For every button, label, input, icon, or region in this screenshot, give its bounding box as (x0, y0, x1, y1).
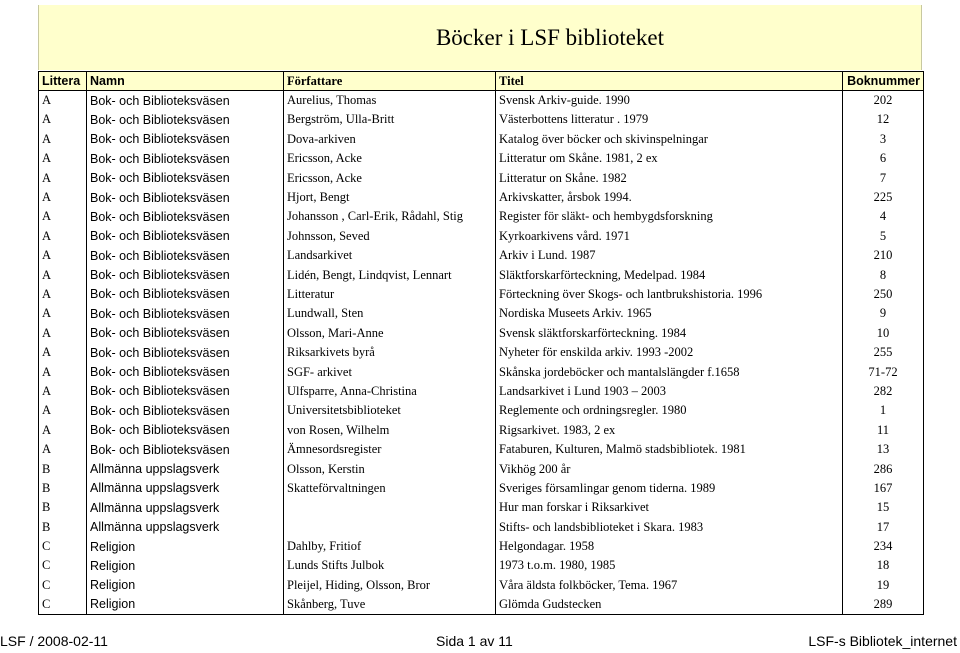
cell-boknummer: 210 (843, 246, 924, 265)
cell-namn: Religion (87, 556, 284, 575)
cell-forfattare: Ulfsparre, Anna-Christina (284, 382, 496, 401)
footer-left: LSF / 2008-02-11 (0, 633, 108, 649)
cell-forfattare: Olsson, Mari-Anne (284, 324, 496, 343)
cell-littera: A (39, 110, 87, 129)
cell-littera: A (39, 382, 87, 401)
cell-titel: Förteckning över Skogs- och lantbrukshistoria. 1996 (496, 285, 843, 304)
table-row (39, 498, 924, 517)
cell-namn: Bok- och Biblioteksväsen (87, 382, 284, 401)
cell-titel: Släktforskarförteckning, Medelpad. 1984 (496, 265, 843, 284)
cell-titel: Svensk Arkiv-guide. 1990 (496, 91, 843, 110)
cell-boknummer: 17 (843, 517, 924, 536)
cell-littera: A (39, 149, 87, 168)
cell-titel: Sveriges församlingar genom tiderna. 1989 (496, 479, 843, 498)
cell-titel: Litteratur om Skåne. 1981, 2 ex (496, 149, 843, 168)
cell-littera: A (39, 285, 87, 304)
cell-titel: Landsarkivet i Lund 1903 – 2003 (496, 382, 843, 401)
cell-namn: Bok- och Biblioteksväsen (87, 110, 284, 129)
cell-boknummer: 13 (843, 440, 924, 459)
cell-boknummer: 286 (843, 459, 924, 478)
cell-boknummer: 289 (843, 595, 924, 614)
table-row (39, 304, 924, 323)
cell-titel: 1973 t.o.m. 1980, 1985 (496, 556, 843, 575)
cell-namn: Religion (87, 537, 284, 556)
cell-boknummer: 167 (843, 479, 924, 498)
table-row (39, 285, 924, 304)
cell-namn: Bok- och Biblioteksväsen (87, 343, 284, 362)
cell-namn: Bok- och Biblioteksväsen (87, 401, 284, 420)
cell-littera: A (39, 227, 87, 246)
cell-forfattare: Johansson , Carl-Erik, Rådahl, Stig (284, 207, 496, 226)
cell-boknummer: 4 (843, 207, 924, 226)
cell-boknummer: 8 (843, 265, 924, 284)
cell-namn: Bok- och Biblioteksväsen (87, 421, 284, 440)
cell-namn: Allmänna uppslagsverk (87, 517, 284, 536)
cell-namn: Religion (87, 576, 284, 595)
cell-forfattare: Pleijel, Hiding, Olsson, Bror (284, 576, 496, 595)
cell-titel: Litteratur on Skåne. 1982 (496, 168, 843, 187)
cell-forfattare: von Rosen, Wilhelm (284, 421, 496, 440)
table-header (39, 72, 924, 91)
cell-littera: C (39, 595, 87, 614)
cell-namn: Bok- och Biblioteksväsen (87, 188, 284, 207)
cell-littera: A (39, 246, 87, 265)
cell-titel: Västerbottens litteratur . 1979 (496, 110, 843, 129)
cell-boknummer: 6 (843, 149, 924, 168)
table-row (39, 130, 924, 149)
cell-boknummer: 234 (843, 537, 924, 556)
column-header-forfattare: Författare (284, 72, 496, 91)
cell-boknummer: 10 (843, 324, 924, 343)
cell-boknummer: 3 (843, 130, 924, 149)
cell-namn: Bok- och Biblioteksväsen (87, 91, 284, 110)
cell-forfattare: SGF- arkivet (284, 362, 496, 381)
cell-forfattare (284, 517, 496, 536)
cell-titel: Skånska jordeböcker och mantalslängder f.1658 (496, 362, 843, 381)
cell-namn: Bok- och Biblioteksväsen (87, 304, 284, 323)
cell-forfattare: Dahlby, Fritiof (284, 537, 496, 556)
table-row (39, 421, 924, 440)
cell-forfattare: Hjort, Bengt (284, 188, 496, 207)
cell-namn: Bok- och Biblioteksväsen (87, 440, 284, 459)
cell-littera: A (39, 362, 87, 381)
cell-namn: Religion (87, 595, 284, 614)
cell-forfattare: Dova-arkiven (284, 130, 496, 149)
cell-littera: C (39, 556, 87, 575)
table-row (39, 556, 924, 575)
cell-boknummer: 11 (843, 421, 924, 440)
cell-forfattare: Lidén, Bengt, Lindqvist, Lennart (284, 265, 496, 284)
cell-boknummer: 225 (843, 188, 924, 207)
table-row (39, 343, 924, 362)
cell-namn: Bok- och Biblioteksväsen (87, 265, 284, 284)
column-header-namn: Namn (87, 72, 284, 91)
cell-boknummer: 15 (843, 498, 924, 517)
cell-littera: B (39, 498, 87, 517)
cell-littera: A (39, 130, 87, 149)
table-row (39, 440, 924, 459)
cell-namn: Bok- och Biblioteksväsen (87, 246, 284, 265)
cell-littera: A (39, 401, 87, 420)
table-row (39, 382, 924, 401)
cell-littera: A (39, 265, 87, 284)
cell-forfattare: Litteratur (284, 285, 496, 304)
cell-namn: Bok- och Biblioteksväsen (87, 227, 284, 246)
cell-littera: B (39, 459, 87, 478)
cell-namn: Bok- och Biblioteksväsen (87, 362, 284, 381)
cell-littera: A (39, 324, 87, 343)
cell-titel: Rigsarkivet. 1983, 2 ex (496, 421, 843, 440)
cell-forfattare: Ämnesordsregister (284, 440, 496, 459)
header-row (39, 72, 924, 91)
cell-boknummer: 250 (843, 285, 924, 304)
cell-littera: B (39, 517, 87, 536)
table-row (39, 537, 924, 556)
cell-littera: A (39, 421, 87, 440)
cell-littera: A (39, 91, 87, 110)
cell-forfattare: Aurelius, Thomas (284, 91, 496, 110)
cell-titel: Svensk släktforskarförteckning. 1984 (496, 324, 843, 343)
cell-littera: A (39, 168, 87, 187)
cell-forfattare: Skatteförvaltningen (284, 479, 496, 498)
document-title: Böcker i LSF biblioteket (435, 25, 665, 50)
cell-titel: Helgondagar. 1958 (496, 537, 843, 556)
cell-forfattare: Skånberg, Tuve (284, 595, 496, 614)
cell-titel: Nyheter för enskilda arkiv. 1993 -2002 (496, 343, 843, 362)
column-header-boknummer: Boknummer (843, 72, 924, 91)
table-row (39, 362, 924, 381)
cell-forfattare: Ericsson, Acke (284, 149, 496, 168)
cell-titel: Arkiv i Lund. 1987 (496, 246, 843, 265)
cell-forfattare: Lundwall, Sten (284, 304, 496, 323)
books-table (38, 71, 924, 615)
cell-littera: C (39, 537, 87, 556)
cell-namn: Bok- och Biblioteksväsen (87, 285, 284, 304)
cell-namn: Allmänna uppslagsverk (87, 498, 284, 517)
table-row (39, 168, 924, 187)
cell-titel: Fataburen, Kulturen, Malmö stadsbibliotek. 1981 (496, 440, 843, 459)
table-row (39, 207, 924, 226)
cell-boknummer: 5 (843, 227, 924, 246)
table-row (39, 110, 924, 129)
title-banner (38, 5, 922, 70)
cell-forfattare: Universitetsbiblioteket (284, 401, 496, 420)
column-header-titel: Titel (496, 72, 843, 91)
cell-boknummer: 19 (843, 576, 924, 595)
cell-forfattare: Landsarkivet (284, 246, 496, 265)
cell-littera: A (39, 188, 87, 207)
table-body (39, 91, 924, 615)
table-row (39, 576, 924, 595)
cell-titel: Kyrkoarkivens vård. 1971 (496, 227, 843, 246)
cell-forfattare: Ericsson, Acke (284, 168, 496, 187)
table-row (39, 227, 924, 246)
cell-titel: Nordiska Museets Arkiv. 1965 (496, 304, 843, 323)
cell-namn: Bok- och Biblioteksväsen (87, 207, 284, 226)
table-row (39, 265, 924, 284)
cell-forfattare: Johnsson, Seved (284, 227, 496, 246)
table-row (39, 595, 924, 614)
cell-boknummer: 202 (843, 91, 924, 110)
table-row (39, 324, 924, 343)
cell-forfattare: Riksarkivets byrå (284, 343, 496, 362)
cell-titel: Hur man forskar i Riksarkivet (496, 498, 843, 517)
cell-titel: Katalog över böcker och skivinspelningar (496, 130, 843, 149)
cell-namn: Bok- och Biblioteksväsen (87, 324, 284, 343)
cell-littera: A (39, 304, 87, 323)
footer-right: LSF-s Bibliotek_internet (808, 633, 957, 649)
cell-boknummer: 1 (843, 401, 924, 420)
table-row (39, 479, 924, 498)
cell-boknummer: 18 (843, 556, 924, 575)
table-row (39, 149, 924, 168)
footer-page-number: Sida 1 av 11 (436, 633, 513, 649)
cell-namn: Bok- och Biblioteksväsen (87, 130, 284, 149)
cell-namn: Allmänna uppslagsverk (87, 459, 284, 478)
cell-titel: Glömda Gudstecken (496, 595, 843, 614)
table-row (39, 246, 924, 265)
table-row (39, 188, 924, 207)
cell-littera: A (39, 440, 87, 459)
cell-titel: Arkivskatter, årsbok 1994. (496, 188, 843, 207)
cell-boknummer: 9 (843, 304, 924, 323)
cell-titel: Stifts- och landsbiblioteket i Skara. 1983 (496, 517, 843, 536)
cell-boknummer: 12 (843, 110, 924, 129)
cell-littera: A (39, 343, 87, 362)
cell-boknummer: 7 (843, 168, 924, 187)
cell-littera: A (39, 207, 87, 226)
cell-titel: Våra äldsta folkböcker, Tema. 1967 (496, 576, 843, 595)
cell-titel: Vikhög 200 år (496, 459, 843, 478)
table-row (39, 517, 924, 536)
cell-littera: C (39, 576, 87, 595)
cell-boknummer: 282 (843, 382, 924, 401)
table-row (39, 91, 924, 110)
cell-boknummer: 255 (843, 343, 924, 362)
cell-forfattare: Lunds Stifts Julbok (284, 556, 496, 575)
cell-titel: Register för släkt- och hembygdsforskning (496, 207, 843, 226)
cell-namn: Allmänna uppslagsverk (87, 479, 284, 498)
column-header-littera: Littera (39, 72, 87, 91)
cell-namn: Bok- och Biblioteksväsen (87, 168, 284, 187)
cell-littera: B (39, 479, 87, 498)
table-row (39, 401, 924, 420)
table-row (39, 459, 924, 478)
cell-titel: Reglemente och ordningsregler. 1980 (496, 401, 843, 420)
cell-forfattare: Bergström, Ulla-Britt (284, 110, 496, 129)
cell-forfattare: Olsson, Kerstin (284, 459, 496, 478)
cell-boknummer: 71-72 (843, 362, 924, 381)
cell-forfattare (284, 498, 496, 517)
cell-namn: Bok- och Biblioteksväsen (87, 149, 284, 168)
